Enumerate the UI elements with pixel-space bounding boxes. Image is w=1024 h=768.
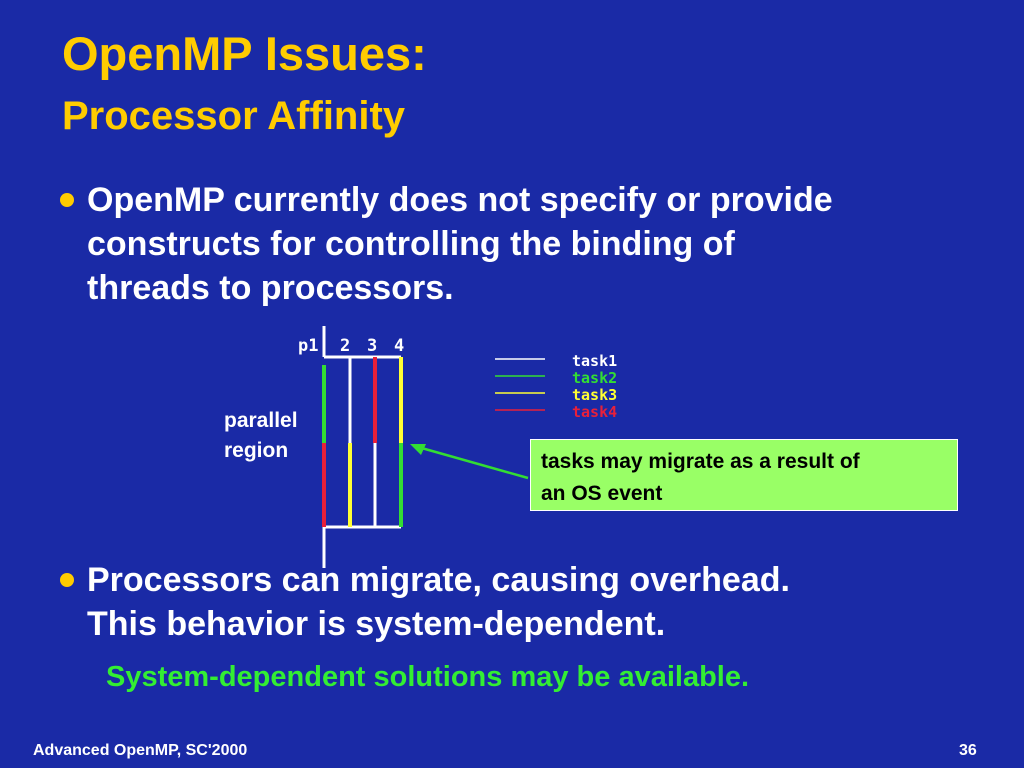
bullet-dot-icon	[60, 573, 74, 587]
proc-label-4: 4	[394, 336, 405, 356]
page-number: 36	[959, 742, 977, 759]
legend-label-task1: task1	[572, 352, 618, 370]
callout-line-2: an OS event	[541, 482, 663, 505]
proc-label-3: 3	[367, 336, 378, 356]
bullet-1-line-3: threads to processors.	[87, 269, 454, 307]
footer-title: Advanced OpenMP, SC'2000	[33, 742, 248, 759]
bullet-1-line-1: OpenMP currently does not specify or provide	[87, 181, 833, 219]
legend-label-task3: task3	[572, 386, 618, 404]
callout-line-1: tasks may migrate as a result of	[541, 450, 860, 473]
proc-label-p1: p1	[298, 336, 319, 356]
legend-label-task4: task4	[572, 403, 618, 421]
proc-label-2: 2	[340, 336, 351, 356]
migration-callout	[530, 439, 958, 511]
bullet-2-line-2: This behavior is system-dependent.	[87, 605, 666, 643]
page-subtitle: Processor Affinity	[62, 94, 406, 138]
callout-arrow-line	[418, 447, 528, 478]
bullet-2-line-1: Processors can migrate, causing overhead.	[87, 561, 790, 599]
bullet-1-line-2: constructs for controlling the binding of	[87, 225, 735, 263]
region-label-line-2: region	[224, 439, 289, 462]
page-title: OpenMP Issues:	[62, 27, 427, 80]
sub-note: System-dependent solutions may be available.	[106, 661, 750, 693]
region-label-line-1: parallel	[224, 409, 298, 432]
legend-label-task2: task2	[572, 369, 618, 387]
